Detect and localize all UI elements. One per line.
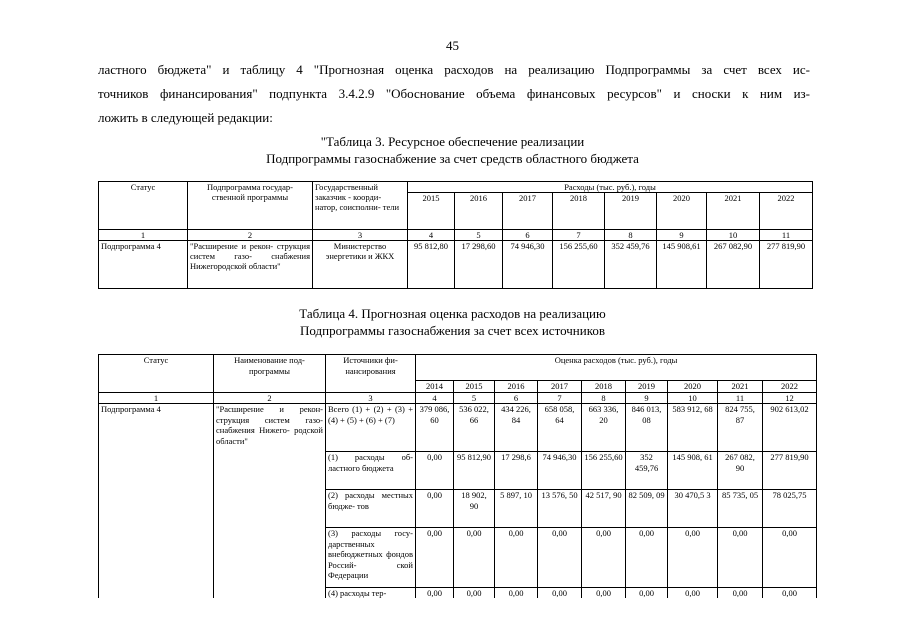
table4-value-cell: 0,00 <box>454 528 495 588</box>
table3-year: 2021 <box>707 193 760 230</box>
table3-status-cell: Подпрограмма 4 <box>99 241 188 289</box>
table4-col-number: 5 <box>454 392 495 404</box>
table4-value-cell: 663 336, 20 <box>582 404 626 452</box>
table4-year: 2017 <box>538 381 582 393</box>
table4-col-number: 4 <box>416 392 454 404</box>
table3-caption-line-2: Подпрограммы газоснабжение за счет средств областного бюджета <box>266 151 639 166</box>
table4-value-cell: 156 255,60 <box>582 452 626 490</box>
table4-value-cell: 82 509, 09 <box>626 490 668 528</box>
table3-col-number: 9 <box>657 230 707 241</box>
intro-line-1: ластного бюджета" и таблицу 4 "Прогнозная оценка расходов на реализацию Подпрограммы за счет всех ис- <box>98 62 810 77</box>
table3-col-number: 6 <box>503 230 553 241</box>
table4-value-cell: 583 912, 68 <box>668 404 718 452</box>
table4-year: 2019 <box>626 381 668 393</box>
table3-caption-line-1: "Таблица 3. Ресурсное обеспечение реализации <box>320 134 585 149</box>
table4-value-cell: 0,00 <box>626 528 668 588</box>
table3-value-cell: 277 819,90 <box>760 241 813 289</box>
table4-year: 2016 <box>495 381 538 393</box>
table4-col-number: 3 <box>326 392 416 404</box>
table4-value-cell: 0,00 <box>538 528 582 588</box>
table4-value-cell: 0,00 <box>495 588 538 599</box>
table4-col-number: 2 <box>214 392 326 404</box>
table4-value-cell: 0,00 <box>668 588 718 599</box>
table4-value-cell: 0,00 <box>763 528 817 588</box>
table4-value-cell: 0,00 <box>416 490 454 528</box>
table4-value-cell: 0,00 <box>582 588 626 599</box>
page-number: 45 <box>446 38 459 53</box>
table3-value-cell: 352 459,76 <box>605 241 657 289</box>
table4-year: 2021 <box>718 381 763 393</box>
table4-header-row-1 <box>99 355 817 381</box>
table4-col-number: 11 <box>718 392 763 404</box>
table4-year: 2015 <box>454 381 495 393</box>
table-4 <box>98 354 817 598</box>
table3-col-number: 5 <box>455 230 503 241</box>
table4-value-cell: 846 013, 08 <box>626 404 668 452</box>
table4-year: 2018 <box>582 381 626 393</box>
table4-value-cell: 352 459,76 <box>626 452 668 490</box>
table4-year: 2014 <box>416 381 454 393</box>
table3-value-cell: 145 908,61 <box>657 241 707 289</box>
table3-year: 2022 <box>760 193 813 230</box>
table4-value-cell: 434 226, 84 <box>495 404 538 452</box>
table3-value-cell: 156 255,60 <box>553 241 605 289</box>
table4-value-cell: 30 470,5 3 <box>668 490 718 528</box>
table4-header-estimate: Оценка расходов (тыс. руб.), годы <box>416 355 817 381</box>
table4-value-cell: 74 946,30 <box>538 452 582 490</box>
table4-value-cell: 0,00 <box>538 588 582 599</box>
table4-value-cell: 0,00 <box>495 528 538 588</box>
table4-row-total <box>99 404 817 452</box>
table4-caption-line-1: Таблица 4. Прогнозная оценка расходов на реализацию <box>299 306 606 321</box>
table4-value-cell: 18 902, 90 <box>454 490 495 528</box>
table3-year: 2016 <box>455 193 503 230</box>
table4-source-cell: (4) расходы тер- <box>326 588 416 599</box>
table4-col-number: 7 <box>538 392 582 404</box>
table3-header-expenses: Расходы (тыс. руб.), годы <box>408 182 813 193</box>
table3-col-number: 3 <box>313 230 408 241</box>
table4-value-cell: 78 025,75 <box>763 490 817 528</box>
table4-value-cell: 0,00 <box>416 452 454 490</box>
table3-col-number: 10 <box>707 230 760 241</box>
table4-value-cell: 277 819,90 <box>763 452 817 490</box>
table4-col-number: 6 <box>495 392 538 404</box>
table3-year: 2017 <box>503 193 553 230</box>
table3-value-cell: 267 082,90 <box>707 241 760 289</box>
table4-value-cell: 536 022, 66 <box>454 404 495 452</box>
table4-value-cell: 0,00 <box>718 588 763 599</box>
table4-value-cell: 0,00 <box>718 528 763 588</box>
table4-value-cell: 42 517, 90 <box>582 490 626 528</box>
table4-value-cell: 902 613,02 <box>763 404 817 452</box>
table3-col-number: 7 <box>553 230 605 241</box>
table4-value-cell: 0,00 <box>626 588 668 599</box>
intro-line-2: точников финансирования" подпункта 3.4.2.9 "Обоснование объема финансовых ресурсов" и сноски к ним из- <box>98 86 810 101</box>
table3-header-program: Подпрограмма государ- ственной программы <box>188 182 313 230</box>
table4-name-cell: "Расширение и рекон- струкция систем газо- снабжения Нижего- родской области" <box>214 404 326 599</box>
table4-caption-line-2: Подпрограммы газоснабжения за счет всех источников <box>299 323 605 338</box>
table4-year: 2022 <box>763 381 817 393</box>
table4-value-cell: 17 298,6 <box>495 452 538 490</box>
table3-col-number: 4 <box>408 230 455 241</box>
table4-value-cell: 95 812,90 <box>454 452 495 490</box>
table3-program-cell: "Расширение и рекон- струкция систем газо- снабжения Нижегородской области" <box>188 241 313 289</box>
table4-value-cell: 824 755, 87 <box>718 404 763 452</box>
table4-value-cell: 0,00 <box>582 528 626 588</box>
table4-col-number: 12 <box>763 392 817 404</box>
table4-source-cell: (2) расходы местных бюдже- тов <box>326 490 416 528</box>
table4-status-cell: Подпрограмма 4 <box>99 404 214 599</box>
table4-value-cell: 0,00 <box>668 528 718 588</box>
table3-value-cell: 74 946,30 <box>503 241 553 289</box>
table3-year: 2018 <box>553 193 605 230</box>
table3-value-cell: 17 298,60 <box>455 241 503 289</box>
table4-value-cell: 379 086, 60 <box>416 404 454 452</box>
table3-col-number: 1 <box>99 230 188 241</box>
table4-column-numbers <box>99 392 817 404</box>
table4-col-number: 1 <box>99 392 214 404</box>
table3-col-number: 11 <box>760 230 813 241</box>
table4-header-sources: Источники фи- нансирования <box>326 355 416 393</box>
table4-header-name: Наименование под- программы <box>214 355 326 393</box>
table4-year: 2020 <box>668 381 718 393</box>
table3-year: 2020 <box>657 193 707 230</box>
table4-col-number: 9 <box>626 392 668 404</box>
table4-value-cell: 5 897, 10 <box>495 490 538 528</box>
table3-col-number: 2 <box>188 230 313 241</box>
table3-year: 2015 <box>408 193 455 230</box>
table3-col-number: 8 <box>605 230 657 241</box>
table4-col-number: 10 <box>668 392 718 404</box>
table4-source-cell: Всего (1) + (2) + (3) + (4) + (5) + (6) + (7) <box>326 404 416 452</box>
table3-value-cell: 95 812,80 <box>408 241 455 289</box>
table4-value-cell: 0,00 <box>763 588 817 599</box>
table4-source-cell: (1) расходы об- ластного бюджета <box>326 452 416 490</box>
table4-value-cell: 85 735, 05 <box>718 490 763 528</box>
table3-customer-cell: Министерство энергетики и ЖКХ <box>313 241 408 289</box>
table3-year: 2019 <box>605 193 657 230</box>
table4-value-cell: 267 082, 90 <box>718 452 763 490</box>
table4-value-cell: 0,00 <box>416 528 454 588</box>
table3-header-customer: Государственный заказчик - коорди- натор, соисполни- тели <box>313 182 408 230</box>
table4-value-cell: 13 576, 50 <box>538 490 582 528</box>
table4-value-cell: 0,00 <box>454 588 495 599</box>
table3-header-status: Статус <box>99 182 188 230</box>
table4-header-status: Статус <box>99 355 214 393</box>
table4-source-cell: (3) расходы госу- дарственных внебюджетных фондов Россий- ской Федерации <box>326 528 416 588</box>
intro-line-3: ложить в следующей редакции: <box>98 110 273 125</box>
table4-value-cell: 658 058, 64 <box>538 404 582 452</box>
table4-value-cell: 145 908, 61 <box>668 452 718 490</box>
table4-col-number: 8 <box>582 392 626 404</box>
table4-value-cell: 0,00 <box>416 588 454 599</box>
